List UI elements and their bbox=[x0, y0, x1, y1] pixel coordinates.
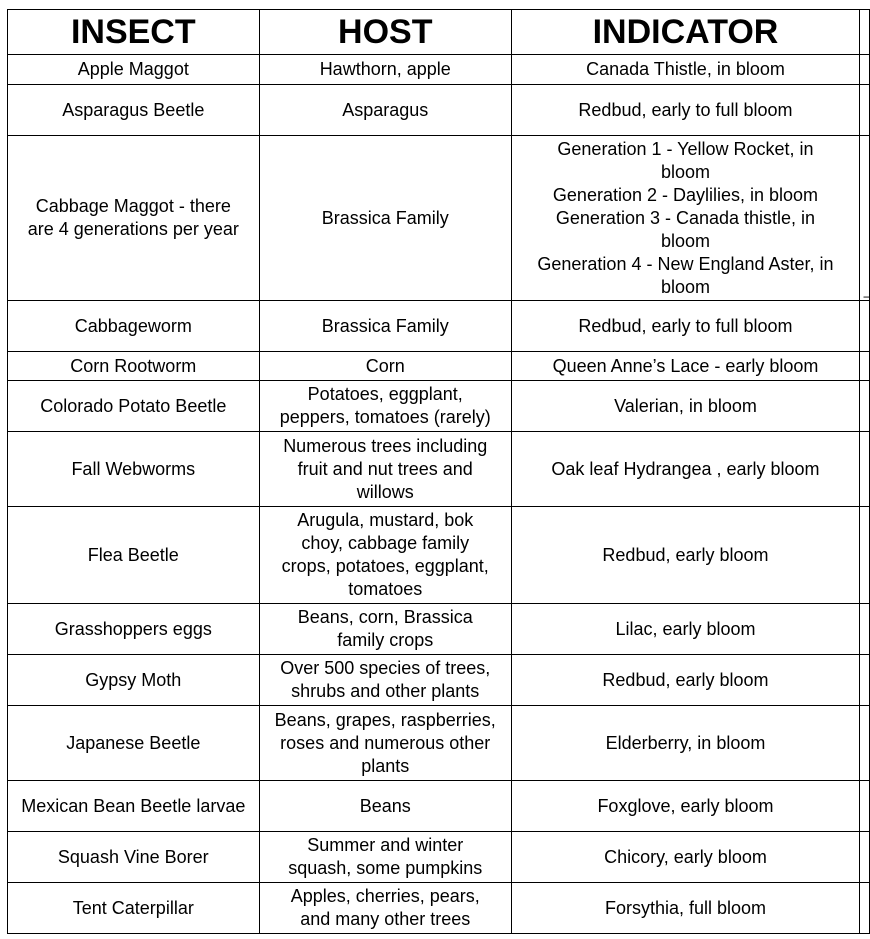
extra-column-cell bbox=[860, 136, 870, 301]
insect-cell bbox=[8, 604, 260, 655]
host-cell-text: peppers, tomatoes (rarely) bbox=[279, 407, 491, 427]
insect-cell bbox=[8, 381, 260, 432]
host-cell-text: Arugula, mustard, bok bbox=[297, 510, 474, 530]
host-cell-text: shrubs and other plants bbox=[291, 681, 480, 701]
insect-cell-text: Colorado Potato Beetle bbox=[40, 395, 227, 416]
header-host: HOST bbox=[259, 10, 511, 55]
host-cell-text: Asparagus bbox=[342, 99, 429, 120]
insect-cell bbox=[8, 655, 260, 706]
extra-column-cell bbox=[860, 655, 870, 706]
indicator-cell bbox=[511, 781, 859, 832]
indicator-cell-text: Lilac, early bloom bbox=[615, 618, 756, 639]
indicator-cell bbox=[511, 301, 859, 352]
insect-cell bbox=[8, 781, 260, 832]
insect-cell-text: Fall Webworms bbox=[71, 458, 196, 479]
indicator-cell-text: Generation 4 - New England Aster, in bbox=[537, 253, 834, 274]
table-row bbox=[8, 832, 870, 883]
insect-cell bbox=[8, 301, 260, 352]
indicator-cell-text: Elderberry, in bloom bbox=[605, 732, 766, 753]
host-cell-text: crops, potatoes, eggplant, bbox=[281, 556, 489, 576]
indicator-cell bbox=[511, 832, 859, 883]
extra-column-cell bbox=[860, 85, 870, 136]
host-cell-text: and many other trees bbox=[300, 909, 471, 929]
host-cell bbox=[259, 781, 511, 832]
host-cell bbox=[259, 507, 511, 604]
header-indicator: INDICATOR bbox=[511, 10, 859, 55]
host-cell-text: plants bbox=[361, 755, 410, 776]
indicator-cell-text: Redbud, early to full bloom bbox=[578, 315, 793, 336]
insect-cell-text: Cabbage Maggot - there bbox=[35, 196, 231, 216]
indicator-cell-text: Canada Thistle, in bloom bbox=[586, 59, 785, 79]
host-cell-text: roses and numerous other bbox=[280, 732, 491, 753]
extra-column-cell bbox=[860, 781, 870, 832]
extra-column-cell bbox=[860, 352, 870, 381]
host-cell bbox=[259, 883, 511, 934]
host-cell-text: Numerous trees including bbox=[283, 435, 488, 456]
insect-indicator-table bbox=[7, 9, 870, 934]
host-cell-text: Apples, cherries, pears, bbox=[290, 886, 480, 906]
insect-cell-text: Japanese Beetle bbox=[66, 732, 201, 753]
extra-column-cell bbox=[860, 706, 870, 781]
insect-cell-text: Corn Rootworm bbox=[70, 355, 197, 376]
insect-cell bbox=[8, 832, 260, 883]
host-cell-text: Potatoes, eggplant, bbox=[307, 384, 463, 404]
table-row bbox=[8, 883, 870, 934]
table-row bbox=[8, 655, 870, 706]
insect-cell bbox=[8, 352, 260, 381]
indicator-cell-text: Redbud, early to full bloom bbox=[578, 99, 793, 120]
indicator-cell-text: bloom bbox=[660, 276, 710, 297]
insect-cell bbox=[8, 507, 260, 604]
indicator-cell-text: Generation 2 - Daylilies, in bloom bbox=[552, 184, 819, 205]
table-row bbox=[8, 352, 870, 381]
header-row bbox=[8, 10, 870, 55]
insect-cell-text: Apple Maggot bbox=[77, 59, 189, 79]
host-cell bbox=[259, 432, 511, 507]
host-cell-text: squash, some pumpkins bbox=[288, 858, 483, 878]
clipped-mark: ‾ bbox=[864, 296, 870, 313]
host-cell-text: Brassica Family bbox=[321, 315, 449, 336]
indicator-cell bbox=[511, 55, 859, 85]
host-cell bbox=[259, 706, 511, 781]
indicator-cell-text: Chicory, early bloom bbox=[604, 846, 767, 867]
host-cell bbox=[259, 381, 511, 432]
table-row bbox=[8, 301, 870, 352]
host-cell-text: Beans, grapes, raspberries, bbox=[274, 709, 496, 730]
host-cell-text: Beans, corn, Brassica bbox=[297, 607, 473, 627]
indicator-cell-text: Redbud, early bloom bbox=[602, 544, 769, 565]
indicator-cell-text: Generation 3 - Canada thistle, in bbox=[555, 207, 816, 228]
insect-cell-text: Grasshoppers eggs bbox=[54, 618, 212, 639]
insect-cell bbox=[8, 85, 260, 136]
insect-cell-text: Tent Caterpillar bbox=[72, 897, 194, 918]
extra-column-cell bbox=[860, 55, 870, 85]
indicator-cell bbox=[511, 604, 859, 655]
insect-cell bbox=[8, 883, 260, 934]
table-row bbox=[8, 136, 870, 301]
insect-cell-text: Asparagus Beetle bbox=[62, 99, 205, 120]
table-body bbox=[8, 55, 870, 934]
extra-column-cell bbox=[860, 432, 870, 507]
extra-column-cell bbox=[860, 604, 870, 655]
table-row bbox=[8, 55, 870, 85]
host-cell-text: family crops bbox=[337, 630, 434, 650]
table-row bbox=[8, 432, 870, 507]
indicator-cell-text: Generation 1 - Yellow Rocket, in bbox=[557, 138, 814, 159]
host-cell-text: fruit and nut trees and bbox=[297, 458, 473, 479]
insect-cell bbox=[8, 432, 260, 507]
header-extra-column bbox=[860, 10, 870, 55]
host-cell bbox=[259, 136, 511, 301]
table-row bbox=[8, 507, 870, 604]
indicator-cell bbox=[511, 706, 859, 781]
host-cell bbox=[259, 85, 511, 136]
insect-cell-text: Flea Beetle bbox=[87, 544, 179, 565]
host-cell-text: Brassica Family bbox=[321, 207, 449, 228]
table-row bbox=[8, 781, 870, 832]
host-cell-text: Hawthorn, apple bbox=[319, 59, 451, 79]
host-cell-text: Over 500 species of trees, bbox=[280, 658, 491, 678]
indicator-cell-text: Valerian, in bloom bbox=[614, 395, 757, 416]
extra-column-cell bbox=[860, 381, 870, 432]
indicator-cell-text: bloom bbox=[660, 230, 710, 251]
indicator-cell bbox=[511, 655, 859, 706]
indicator-cell-text: Queen Anne’s Lace - early bloom bbox=[552, 355, 819, 376]
extra-column-cell bbox=[860, 507, 870, 604]
insect-cell bbox=[8, 136, 260, 301]
host-cell-text: tomatoes bbox=[348, 579, 423, 599]
table-row bbox=[8, 381, 870, 432]
indicator-cell bbox=[511, 136, 859, 301]
host-cell-text: Beans bbox=[359, 795, 411, 816]
insect-cell-text: Cabbageworm bbox=[74, 315, 192, 336]
extra-column-cell bbox=[860, 832, 870, 883]
host-cell bbox=[259, 301, 511, 352]
indicator-cell-text: bloom bbox=[660, 161, 710, 182]
host-cell-text: choy, cabbage family bbox=[301, 533, 470, 553]
host-cell bbox=[259, 655, 511, 706]
indicator-cell bbox=[511, 507, 859, 604]
indicator-cell bbox=[511, 432, 859, 507]
indicator-cell-text: Redbud, early bloom bbox=[602, 669, 769, 690]
extra-column-cell bbox=[860, 883, 870, 934]
indicator-cell-text: Forsythia, full bloom bbox=[604, 897, 767, 918]
table-row bbox=[8, 604, 870, 655]
insect-cell bbox=[8, 55, 260, 85]
indicator-cell-text: Foxglove, early bloom bbox=[597, 795, 774, 816]
host-cell bbox=[259, 832, 511, 883]
insect-cell bbox=[8, 706, 260, 781]
indicator-cell bbox=[511, 85, 859, 136]
insect-cell-text: Squash Vine Borer bbox=[57, 846, 209, 867]
table-row bbox=[8, 706, 870, 781]
host-cell-text: willows bbox=[356, 481, 414, 502]
header-insect: INSECT bbox=[8, 10, 260, 55]
insect-cell-text: Mexican Bean Beetle larvae bbox=[21, 795, 246, 816]
indicator-cell bbox=[511, 381, 859, 432]
table-row bbox=[8, 85, 870, 136]
insect-cell-text: are 4 generations per year bbox=[27, 219, 239, 239]
indicator-cell-text: Oak leaf Hydrangea , early bloom bbox=[551, 458, 820, 479]
host-cell bbox=[259, 55, 511, 85]
host-cell-text: Summer and winter bbox=[307, 835, 464, 855]
insect-cell-text: Gypsy Moth bbox=[85, 669, 182, 690]
indicator-cell bbox=[511, 883, 859, 934]
host-cell bbox=[259, 604, 511, 655]
host-cell-text: Corn bbox=[365, 355, 405, 376]
indicator-cell bbox=[511, 352, 859, 381]
host-cell bbox=[259, 352, 511, 381]
